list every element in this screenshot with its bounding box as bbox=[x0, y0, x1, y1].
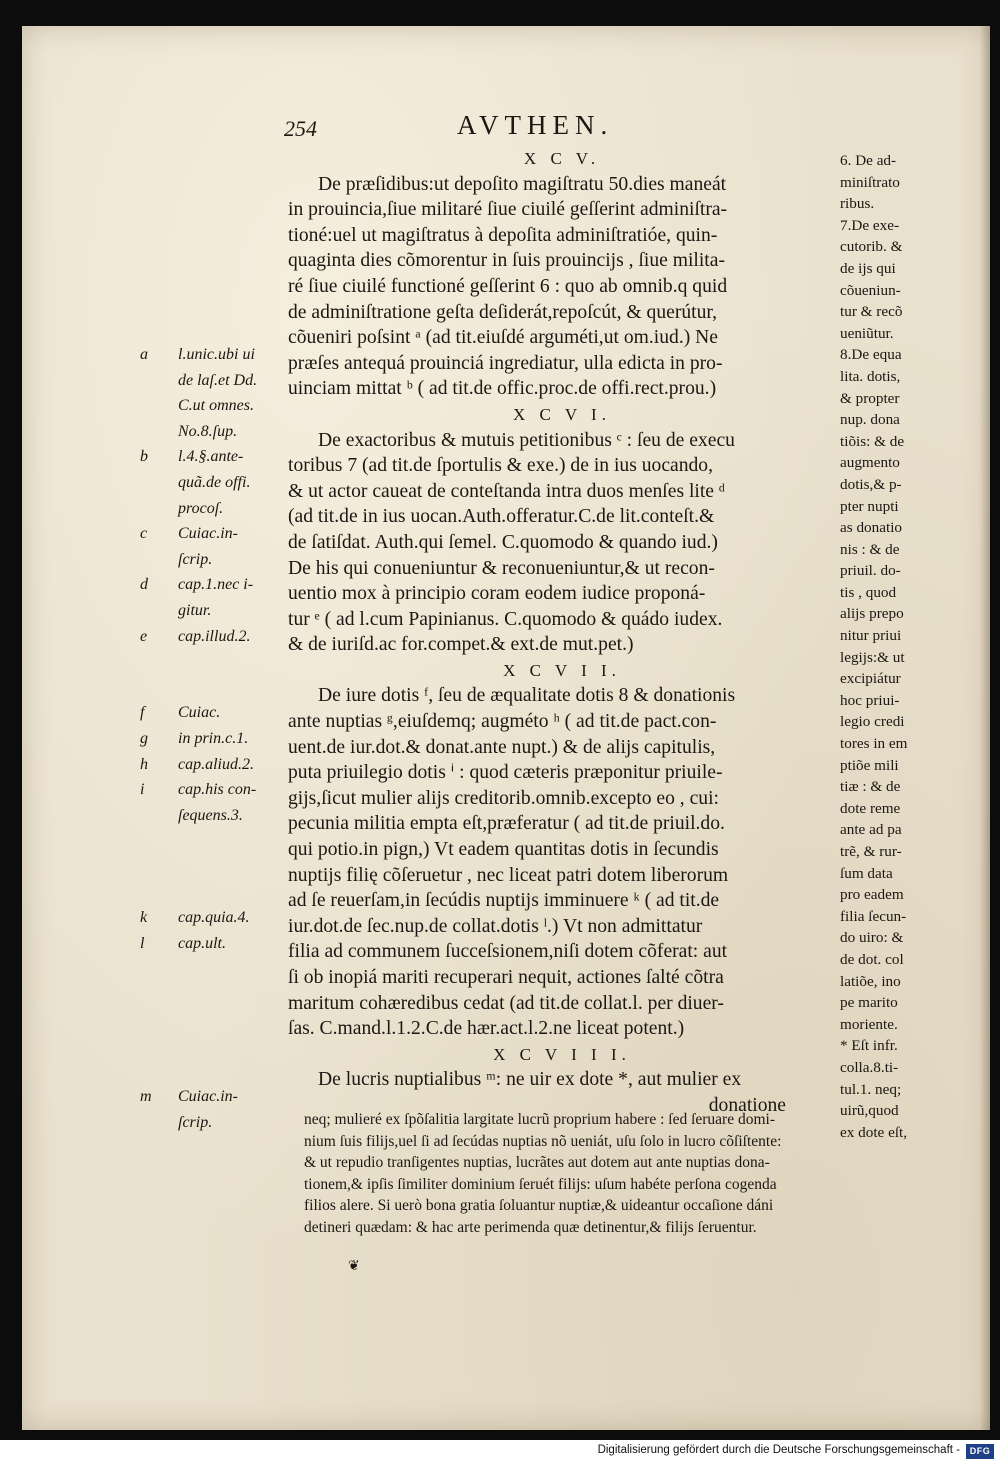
side-summary-line: augmento bbox=[840, 454, 900, 472]
bottom-paragraph bbox=[304, 1109, 944, 1238]
section-heading: X C V. bbox=[523, 149, 601, 168]
side-summary-line: nup. dona bbox=[840, 411, 900, 429]
note-text: Cuiac. bbox=[178, 704, 221, 722]
note-key: m bbox=[140, 1088, 152, 1106]
side-summary-line: tul.1. neq; bbox=[840, 1080, 902, 1098]
text-line: (ad tit.de in ius uocan.Auth.offeratur.C.de lit.conteſt.& bbox=[288, 506, 715, 528]
side-summary-line: tiæ : & de bbox=[840, 778, 901, 796]
note-text: C.ut omnes. bbox=[178, 397, 254, 415]
text-line: De præſidibus:ut depoſito magiſtratu 50.dies maneát bbox=[318, 173, 727, 195]
side-summary-line: tur & recõ bbox=[840, 303, 903, 321]
note-text: No.8.ſup. bbox=[178, 422, 238, 440]
side-summary-line: excipiátur bbox=[840, 670, 901, 688]
note-text: quã.de offi. bbox=[178, 474, 251, 491]
side-summary-line: legio credi bbox=[840, 713, 905, 731]
side-summary-line: de dot. col bbox=[840, 950, 904, 968]
side-summary-line: 7.De exe- bbox=[840, 216, 900, 234]
side-summary-line: & propter bbox=[840, 389, 900, 407]
side-summary-line: 6. De ad- bbox=[840, 152, 897, 169]
side-summary-line: priuil. do- bbox=[840, 562, 901, 580]
note-text: ſequens.3. bbox=[178, 806, 243, 824]
side-summary-line: miniſtrato bbox=[840, 173, 900, 191]
text-line: tioné:uel ut magiſtratus à depoſita adminiſtratióe, quin- bbox=[288, 224, 718, 246]
side-summary-line: nis : & de bbox=[840, 540, 900, 558]
ornament-mark: ❦ bbox=[348, 1259, 360, 1274]
side-summary-line: cutorib. & bbox=[840, 238, 903, 256]
side-summary-line: colla.8.ti- bbox=[840, 1058, 899, 1076]
side-summary-line: pter nupti bbox=[840, 497, 899, 515]
text-line: ſi ob inopiá mariti recuperari nequit, actiones ſalté cõtra bbox=[288, 967, 724, 988]
side-summary-line: ueniũtur. bbox=[840, 324, 894, 342]
bottom-text-line: neq; mulieré ex ſpõſalitia largitate lucrũ proprium habere : ſed ſeruare domi- bbox=[304, 1111, 775, 1128]
text-line: iur.dot.de ſec.nup.de collat.dotis ˡ.) Vt non admittatur bbox=[288, 915, 703, 937]
side-summary-line: cõueniun- bbox=[840, 281, 901, 299]
page-header bbox=[22, 108, 990, 148]
note-key: l bbox=[140, 934, 145, 952]
text-line: in prouincia,ſiue militaré ſiue ciuilé geſſerint adminiſtra- bbox=[288, 199, 728, 221]
side-summary-line: tores in em bbox=[840, 735, 908, 753]
text-line: nuptijs filię cõſeruetur , nec liceat patri dotem liberorum bbox=[288, 864, 729, 886]
page-number: 254 bbox=[284, 116, 317, 141]
running-head: AVTHEN. bbox=[457, 110, 614, 140]
side-summary-line: hoc priui- bbox=[840, 691, 900, 709]
text-line: De iure dotis ᶠ, ſeu de æqualitate dotis 8 & donationis bbox=[318, 685, 736, 707]
section-heading: X C V I. bbox=[513, 404, 611, 424]
bottom-text-line: nium ſuis filijs,uel ſi ad ſecúdas nuptias nõ ueniát, uſu ſolo in lucro cõſiſtente: bbox=[304, 1132, 782, 1150]
section-heading: X C V I I I. bbox=[493, 1044, 631, 1064]
note-key: h bbox=[140, 755, 148, 773]
text-line: pecunia militia empta eſt,præferatur ( ad tit.de priuil.do. bbox=[288, 813, 725, 835]
note-text: gitur. bbox=[178, 602, 212, 619]
text-line: uent.de iur.dot.& donat.ante nupt.) & de alijs capitulis, bbox=[288, 736, 716, 758]
side-summary-line: filia ſecun- bbox=[840, 907, 907, 925]
note-key: c bbox=[140, 525, 148, 543]
note-key: b bbox=[140, 448, 148, 466]
note-text: cap.his con- bbox=[178, 781, 257, 799]
text-line: quaginta dies cõmorentur in ſuis prouincijs , ſiue milita- bbox=[288, 250, 725, 272]
text-line: uinciam mittat ᵇ ( ad tit.de offic.proc.de offi.rect.prou.) bbox=[288, 378, 717, 400]
side-summary-line: de ijs qui bbox=[840, 259, 896, 277]
side-summary-line: nitur priui bbox=[840, 627, 902, 645]
right-margin-notes bbox=[840, 150, 990, 1143]
note-key: e bbox=[140, 627, 148, 645]
side-summary-line: uirũ,quod bbox=[840, 1102, 899, 1120]
side-summary-line: ſum data bbox=[840, 864, 893, 882]
text-line: donatione bbox=[708, 1094, 786, 1116]
text-line: cõueniri poſsint ᵃ (ad tit.eiuſdé arguméti,ut om.iud.) Ne bbox=[288, 327, 718, 349]
text-line: & de iuriſd.ac for.compet.& ext.de mut.pet.) bbox=[288, 634, 634, 656]
side-summary-line: lita. dotis, bbox=[840, 367, 901, 385]
note-key: i bbox=[140, 781, 145, 799]
note-text: cap.1.nec i- bbox=[178, 576, 254, 594]
text-line: tur ᵉ ( ad l.cum Papinianus. C.quomodo & quádo iudex. bbox=[288, 608, 723, 630]
text-line: De exactoribus & mutuis petitionibus ᶜ : ſeu de execu bbox=[318, 429, 735, 451]
text-line: de ſatiſdat. Auth.qui ſemel. C.quomodo & quando iud.) bbox=[288, 531, 718, 553]
text-line: de adminiſtratione geſta deſiderát,repoſcút, & querútur, bbox=[288, 301, 718, 323]
book-page bbox=[22, 26, 990, 1430]
note-key: k bbox=[140, 909, 148, 927]
text-line: præſes antequá prouinciá ingrediatur, ulla edicta in pro- bbox=[288, 352, 723, 374]
note-text: cap.aliud.2. bbox=[178, 755, 254, 773]
main-text-column bbox=[288, 146, 836, 1119]
side-summary-line: ex dote eſt, bbox=[840, 1123, 908, 1141]
note-text: cap.illud.2. bbox=[178, 627, 251, 645]
note-text: Cuiac.in- bbox=[178, 525, 238, 543]
note-key: g bbox=[140, 730, 148, 747]
side-summary-line: ribus. bbox=[840, 195, 875, 213]
text-line: gijs,ſicut mulier alijs creditorib.omnib.excepto eo , cui: bbox=[288, 787, 719, 809]
note-text: in prin.c.1. bbox=[178, 730, 249, 747]
digitization-footer bbox=[0, 1440, 1000, 1465]
dfg-logo: DFG bbox=[966, 1444, 994, 1459]
text-line: filia ad communem ſucceſsionem,niſi dotem cõferat: aut bbox=[288, 941, 728, 963]
text-line: puta priuilegio dotis ⁱ : quod cæteris præponitur priuile- bbox=[288, 762, 723, 784]
side-summary-line: pe marito bbox=[840, 994, 898, 1012]
note-text: l.unic.ubi ui bbox=[178, 346, 255, 363]
side-summary-line: * Eſt infr. bbox=[840, 1037, 898, 1055]
text-line: ad ſe reuerſam,in ſecúdis nuptijs imminuere ᵏ ( ad tit.de bbox=[288, 890, 720, 912]
bottom-text-line: filios alere. Si uerò bona gratia ſoluantur nuptiæ,& uideantur occaſione dáni bbox=[304, 1197, 774, 1214]
note-key: f bbox=[140, 704, 145, 722]
note-text: l.4.§.ante- bbox=[178, 448, 244, 466]
side-summary-line: 8.De equa bbox=[840, 346, 902, 364]
side-summary-line: latiõe, ino bbox=[840, 972, 901, 990]
note-text: cap.quia.4. bbox=[178, 909, 250, 927]
note-text: ſcrip. bbox=[178, 550, 213, 568]
bottom-text-line: detineri quædam: & hac arte perimenda quæ detinentur,& filijs ſeruentur. bbox=[304, 1218, 757, 1236]
side-summary-line: do uiro: & bbox=[840, 929, 904, 947]
text-line: ſas. C.mand.l.1.2.C.de hær.act.l.2.ne liceat potent.) bbox=[288, 1018, 685, 1040]
text-line: maritum cohæredibus cedat (ad tit.de collat.l. per diuer- bbox=[288, 992, 724, 1014]
section-heading: X C V I I. bbox=[503, 660, 621, 680]
footer-credit: Digitalisierung gefördert durch die Deutsche Forschungsgemeinschaft - bbox=[597, 1444, 960, 1456]
side-summary-line: tis , quod bbox=[840, 583, 897, 601]
side-summary-line: pro eadem bbox=[840, 886, 904, 904]
note-key: a bbox=[140, 346, 148, 363]
side-summary-line: moriente. bbox=[840, 1015, 898, 1033]
text-line: toribus 7 (ad tit.de ſportulis & exe.) de in ius uocando, bbox=[288, 455, 713, 477]
side-summary-line: dote reme bbox=[840, 799, 901, 817]
side-summary-line: ptiõe mili bbox=[840, 756, 899, 774]
side-summary-line: ante ad pa bbox=[840, 821, 902, 839]
text-line: De lucris nuptialibus ᵐ: ne uir ex dote *, aut mulier ex bbox=[318, 1069, 742, 1091]
note-text: Cuiac.in- bbox=[178, 1088, 238, 1106]
note-text: ſcrip. bbox=[178, 1114, 213, 1131]
text-line: & ut actor caueat de conteſtanda intra duos menſes lite ᵈ bbox=[288, 480, 725, 502]
bottom-text-line: & ut repudio tranſigentes nuptias, lucrãtes aut dotem aut ante nuptias dona- bbox=[304, 1154, 770, 1171]
text-line: qui potio.in pign,) Vt eadem quantitas dotis in ſecundis bbox=[288, 839, 719, 861]
note-text: cap.ult. bbox=[178, 934, 226, 952]
side-summary-line: dotis,& p- bbox=[840, 475, 902, 493]
side-summary-line: as donatio bbox=[840, 519, 903, 537]
text-line: De his qui conueniuntur & reconueniuntur,& ut recon- bbox=[288, 557, 715, 579]
side-summary-line: legijs:& ut bbox=[840, 648, 905, 666]
text-line: ré ſiue ciuilé functioné geſſerint 6 : quo ab omnib.q quid bbox=[288, 275, 728, 297]
note-text: procoſ. bbox=[178, 499, 224, 517]
note-key: d bbox=[140, 576, 148, 594]
side-summary-line: tiõis: & de bbox=[840, 432, 905, 450]
bottom-text-line: tionem,& ipſis ſimiliter dominium ſeruét filijs: uſum habéte perſona cogenda bbox=[304, 1175, 777, 1193]
side-summary-line: trẽ, & rur- bbox=[840, 843, 902, 860]
side-summary-line: alijs prepo bbox=[840, 605, 904, 623]
text-line: uentio mox à principio coram eodem iudice proponá- bbox=[288, 583, 706, 605]
note-text: de laſ.et Dd. bbox=[178, 371, 258, 389]
text-line: ante nuptias ᵍ,eiuſdemq; augméto ʰ ( ad tit.de pact.con- bbox=[288, 711, 717, 733]
